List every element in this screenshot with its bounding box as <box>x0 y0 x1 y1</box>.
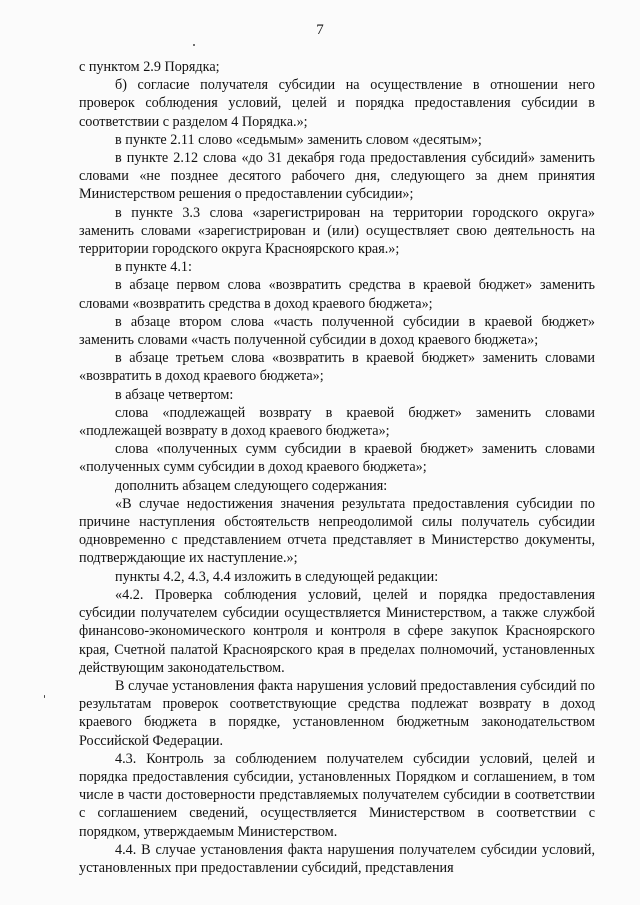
paragraph-words-summ: слова «полученных сумм субсидии в краевой бюджет» заменить словами «полученных сумм субсидии в доход краевого бюджета»; <box>79 441 595 476</box>
paragraph-abzac-1: в абзаце первом слова «возвратить средства в краевой бюджет» заменить словами «возвратить средства в доход краевого бюджета»; <box>79 277 595 312</box>
paragraph-point-4-1: в пункте 4.1: <box>115 259 192 276</box>
paragraph-abzac-2: в абзаце втором слова «часть полученной субсидии в краевой бюджет» заменить словами «часть полученной субсидии в доход краевого бюджета»; <box>79 313 595 349</box>
page-number: 7 <box>316 22 324 38</box>
paragraph-abzac-3: в абзаце третьем слова «возвратить в краевой бюджет» заменить словами «возвратить в доход краевого бюджета»; <box>79 350 595 385</box>
paragraph-item-b: б) согласие получателя субсидии на осуществление в отношении него проверок соблюдения условий, целей и порядка предоставления субсидии в соответствии с разделом 4 Порядка.»; <box>79 77 595 130</box>
paragraph-dopolnit: дополнить абзацем следующего содержания: <box>115 477 388 494</box>
scan-speck <box>44 695 45 698</box>
paragraph-point-2-12: в пункте 2.12 слова «до 31 декабря года предоставления субсидий» заменить словами «не позднее десятого рабочего дня, следующего за днем принятия Министерством решения о предоставлении субсидии»; <box>79 150 595 203</box>
paragraph-4-2: «4.2. Проверка соблюдения условий, целей и порядка предоставления субсидии получателем субсидии осуществляется Министерством, а также службой финансово-экономического контроля и контроля в сфере закупок Красноярского края, Счетной палатой Красноярского края в пределах полномочий, установленных действующим законодательством. <box>79 586 595 676</box>
paragraph-continuation: с пунктом 2.9 Порядка; <box>79 59 220 75</box>
document-body <box>79 58 595 877</box>
paragraph-4-3: 4.3. Контроль за соблюдением получателем субсидии условий, целей и порядка предоставления субсидии, установленных Порядком и соглашением, в том числе в части достоверности представляемых получателем субсидии в соответствии с соглашением сведений, осуществляется Министерством в соответствии с порядком, утверждаемым Министерством. <box>79 750 595 840</box>
paragraph-quote-nedostizhenie: «В случае недостижения значения результата предоставления субсидии по причине наступления обстоятельств непреодолимой силы получатель субсидии одновременно с представлением отчета представляет в Министерство документы, подтверждающие их наступление.»; <box>79 495 595 567</box>
paragraph-point-3-3: в пункте 3.3 слова «зарегистрирован на территории городского округа» заменить словами «зарегистрирован и (или) осуществляет свою деятельность на территории городского округа Красноярского края.»; <box>79 204 595 258</box>
paragraph-point-2-11: в пункте 2.11 слово «седьмым» заменить словом «десятым»; <box>115 131 482 148</box>
paragraph-abzac-4: в абзаце четвертом: <box>115 386 234 403</box>
scan-speck <box>193 44 195 46</box>
paragraph-4-2-cont: В случае установления факта нарушения условий предоставления субсидий по результатам проверок соответствующие средства подлежат возврату в доход краевого бюджета в порядке, установленном бюджетным законодательством Российской Федерации. <box>79 677 595 749</box>
paragraph-words-vozvrat: слова «подлежащей возврату в краевой бюджет» заменить словами «подлежащей возврату в доход краевого бюджета»; <box>79 404 595 440</box>
paragraph-points-4-2-4-4: пункты 4.2, 4.3, 4.4 изложить в следующей редакции: <box>115 568 439 585</box>
paragraph-4-4: 4.4. В случае установления факта нарушения получателем субсидии условий, установленных при предоставлении субсидий, представления <box>79 841 595 876</box>
